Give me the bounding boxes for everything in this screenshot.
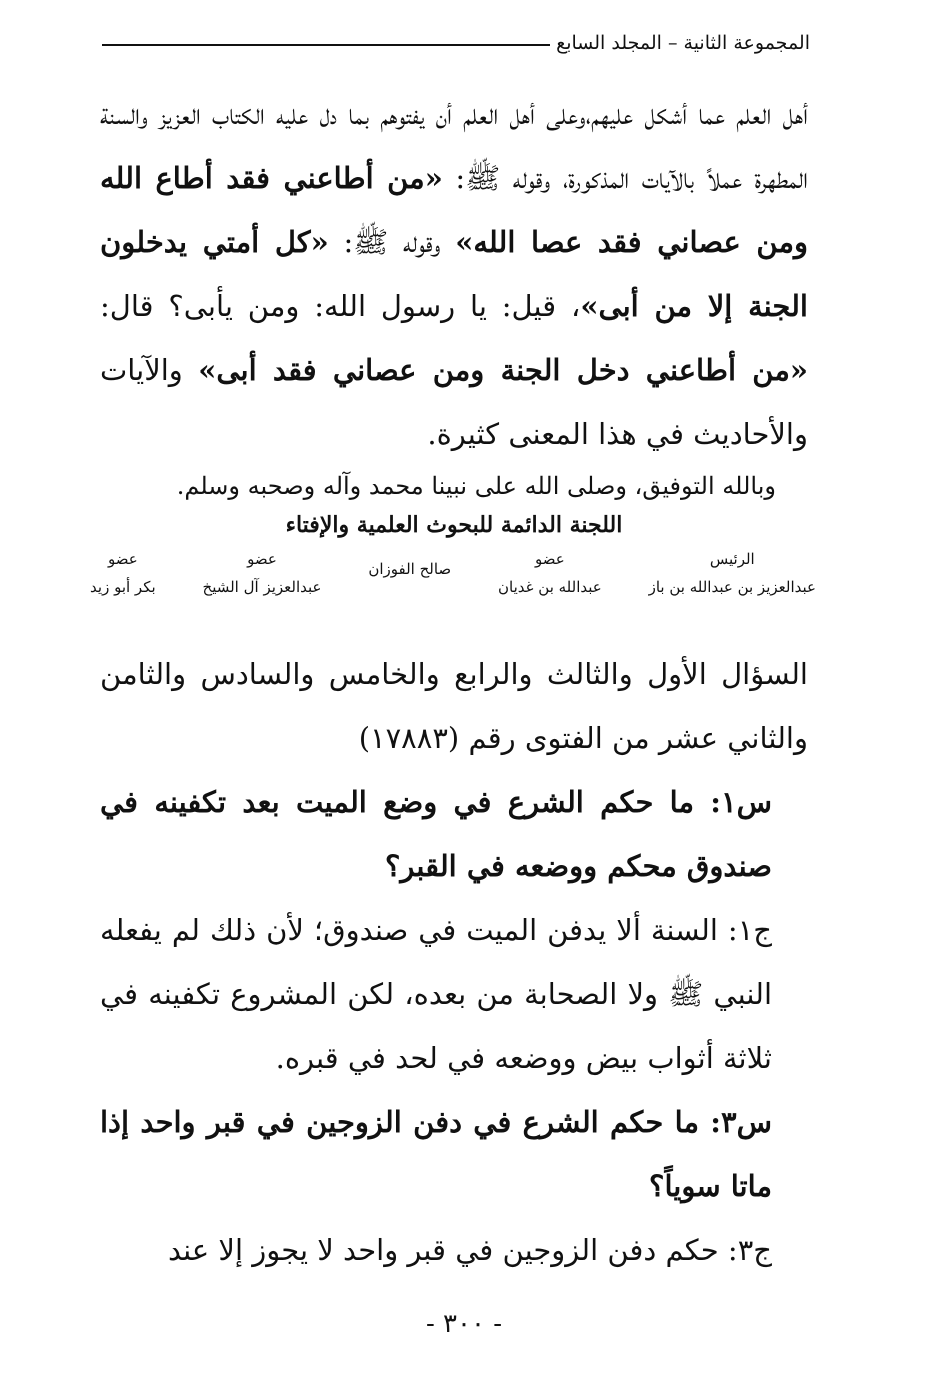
member-name: عبدالعزيز بن عبدالله بن باز [648, 578, 816, 596]
paragraph-1-text: أهل العلم عما أشكل عليهم،وعلى أهل العلم أن يفتوهم بما دل عليه الكتاب العزيز والسنة المطهرة عملاً بالآيات المذكورة، وقوله ﷺ: [100, 97, 808, 195]
fatwa-intro: السؤال الأول والثالث والرابع والخامس والسادس والثامن والثاني عشر من الفتوى رقم (١٧٨٨٣) [100, 657, 808, 755]
header-title: المجموعة الثانية – المجلد السابع [556, 32, 810, 54]
hadith-3: «من أطاعني دخل الجنة ومن عصاني فقد أبى» [198, 353, 808, 387]
answer-1: ج١: السنة ألا يدفن الميت في صندوق؛ لأن ذلك لم يفعله النبي ﷺ ولا الصحابة من بعده، لكن المشروع تكفينه في ثلاثة أثواب بيض ووضعه في لحد في قبره. [100, 913, 772, 1075]
header-rule [102, 44, 550, 46]
member-role: عضو [535, 550, 565, 568]
member-4 [649, 550, 816, 596]
member-name: بكر أبو زيد [90, 578, 156, 596]
paragraph-1 [100, 82, 808, 466]
member-0 [90, 550, 156, 596]
member-role: عضو [247, 550, 277, 568]
page-number: - ٣٠٠ - [425, 1309, 503, 1339]
running-header [102, 28, 810, 58]
paragraph-2-text-b: ، قيل: يا رسول الله: ومن يأبى؟ قال: [100, 289, 581, 323]
member-1 [203, 550, 322, 596]
member-2 [368, 550, 451, 596]
member-name: عبدالله بن غديان [498, 578, 602, 596]
hadith-1: «من أطاعني فقد أطاع الله ومن عصاني فقد عصا الله» [100, 161, 808, 259]
member-3 [498, 550, 602, 596]
answer-3: ج٣: حكم دفن الزوجين في قبر واحد لا يجوز إلا عند [167, 1233, 772, 1267]
hadith-2: «كل أمتي يدخلون الجنة إلا من أبى» [100, 225, 808, 323]
committee-members [90, 550, 816, 596]
member-role: عضو [107, 550, 138, 568]
paragraph-2-text-c: والآيات والأحاديث في هذا المعنى كثيرة. [100, 353, 808, 451]
closing-line: وبالله التوفيق، وصلى الله على نبينا محمد وآله وصحبه وسلم. [176, 472, 776, 500]
committee-title: اللجنة الدائمة للبحوث العلمية والإفتاء [285, 512, 623, 538]
member-name: صالح الفوزان [368, 560, 452, 578]
paragraph-2-text-a: وقوله ﷺ: [328, 225, 456, 259]
member-role: الرئيس [709, 550, 755, 568]
member-name: عبدالعزيز آل الشيخ [202, 578, 322, 596]
question-3: س٣: ما حكم الشرع في دفن الزوجين في قبر واحد إذا ماتا سوياً؟ [100, 1105, 772, 1203]
section-gap [100, 596, 808, 642]
question-1: س١: ما حكم الشرع في وضع الميت بعد تكفينه في صندوق محكم ووضعه في القبر؟ [100, 785, 772, 883]
page-body [90, 82, 816, 1282]
